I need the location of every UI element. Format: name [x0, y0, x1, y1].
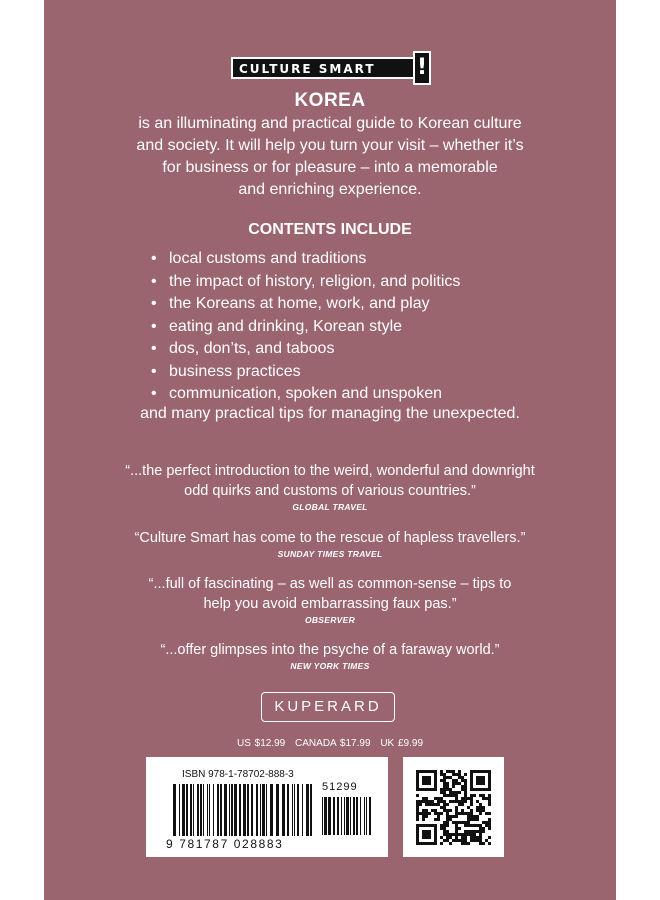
barcode-digits: 9 781787 028883: [166, 837, 284, 851]
quote-source: OBSERVER: [304, 615, 356, 625]
isbn-label: ISBN 978-1-78702-888-3: [182, 769, 294, 780]
qr-code-icon: [416, 770, 491, 845]
review-quote: [44, 574, 616, 625]
tips-line: and many practical tips for managing the unexpected.: [140, 405, 520, 422]
intro-text: [44, 113, 616, 201]
review-quote: [44, 461, 616, 512]
quote-line: “Culture Smart has come to the rescue of hapless travellers.”: [134, 530, 526, 546]
price-us: US $12.99: [236, 738, 286, 749]
intro-line: is an illuminating and practical guide to Korean culture: [138, 115, 522, 132]
book-title: KOREA: [294, 90, 366, 111]
quote-source: NEW YORK TIMES: [290, 661, 370, 671]
culture-smart-logo: [231, 55, 428, 80]
price-code: 51299: [322, 781, 358, 793]
logo-text: CULTURE SMART: [239, 62, 376, 76]
contents-heading: CONTENTS INCLUDE: [248, 221, 412, 238]
logo-exclamation-mark: !: [413, 51, 431, 85]
quote-line: odd quirks and customs of various countries.”: [184, 483, 476, 499]
quote-line: “...the perfect introduction to the weird, wonderful and downright: [125, 463, 535, 479]
contents-item: • dos, don’ts, and taboos: [149, 338, 460, 361]
contents-item: • the Koreans at home, work, and play: [149, 293, 460, 316]
price-uk: UK £9.99: [380, 738, 424, 749]
back-cover: [44, 0, 616, 900]
intro-line: and society. It will help you turn your visit – whether it’s: [136, 137, 524, 154]
publisher-logo: KUPERARD: [261, 692, 395, 722]
quote-source: GLOBAL TRAVEL: [292, 502, 368, 512]
contents-item: • business practices: [149, 361, 460, 384]
barcode-icon: [173, 784, 316, 836]
price-barcode-icon: [322, 797, 372, 835]
qr-panel: [403, 757, 504, 857]
quote-line: help you avoid embarrassing faux pas.”: [203, 596, 457, 612]
review-quote: [44, 528, 616, 559]
quote-source: SUNDAY TIMES TRAVEL: [277, 549, 383, 559]
contents-list: [149, 248, 460, 406]
contents-item: • local customs and traditions: [149, 248, 460, 271]
contents-item: • eating and drinking, Korean style: [149, 316, 460, 339]
review-quote: [44, 640, 616, 671]
quote-line: “...full of fascinating – as well as common-sense – tips to: [148, 576, 512, 592]
price-canada: CANADA $17.99: [295, 738, 371, 749]
barcode-panel: [146, 757, 388, 857]
quote-line: “...offer glimpses into the psyche of a faraway world.”: [160, 642, 500, 658]
contents-item: • communication, spoken and unspoken: [149, 383, 460, 406]
price-line: [44, 738, 616, 749]
contents-item: • the impact of history, religion, and politics: [149, 271, 460, 294]
intro-line: and enriching experience.: [238, 181, 422, 198]
intro-line: for business or for pleasure – into a memorable: [162, 159, 498, 176]
